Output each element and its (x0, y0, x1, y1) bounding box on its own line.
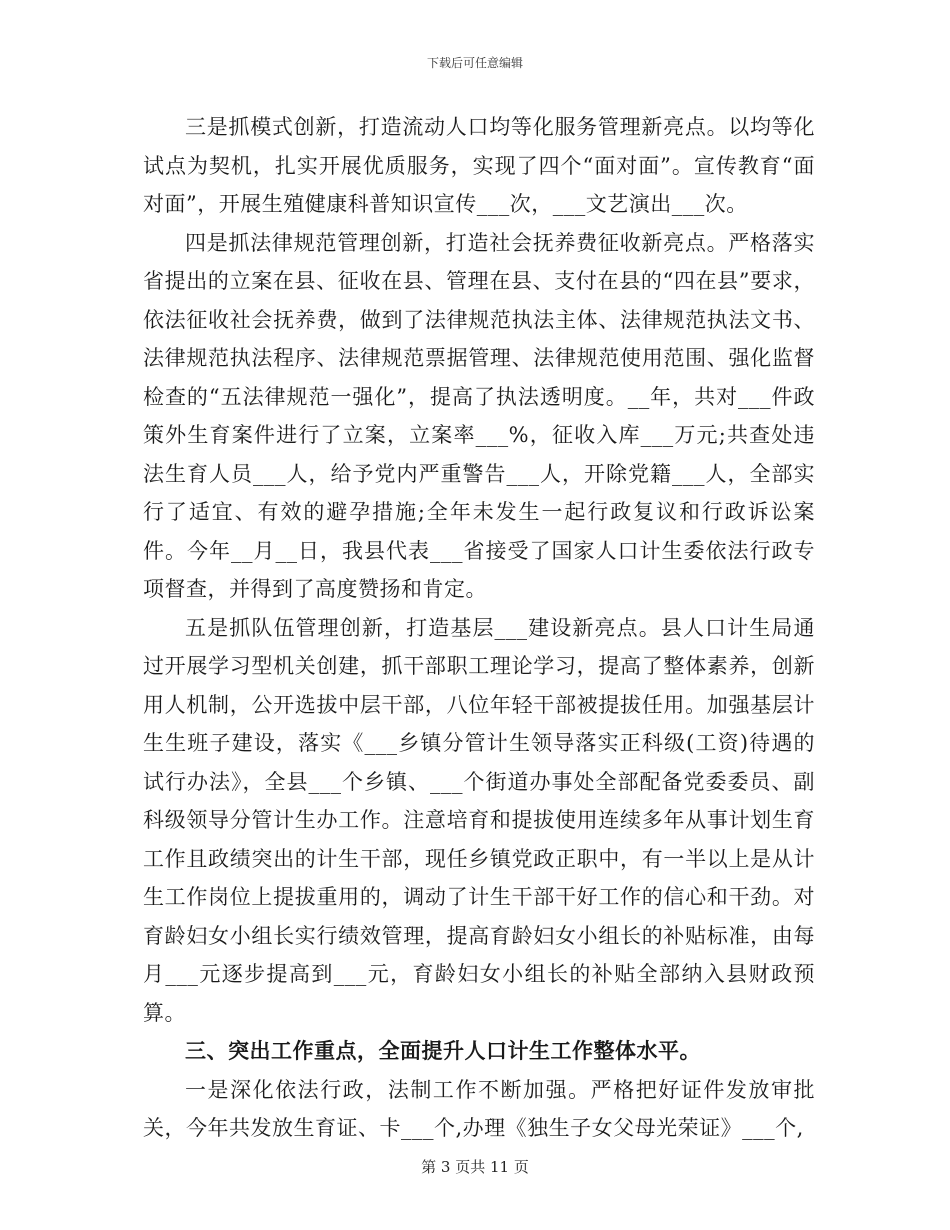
page-footer: 第 3 页共 11 页 (421, 1158, 529, 1176)
paragraph-legal-innovation: 四是抓法律规范管理创新，打造社会抚养费征收新亮点。严格落实省提出的立案在县、征收在县、管理在县、支付在县的“四在县”要求，依法征收社会抚养费，做到了法律规范执法主体、法律规范执法文书、法律规范执法程序、法律规范票据管理、法律规范使用范围、强化监督检查的“五法律规范一强化”，提高了执法透明度。__年，共对___件政策外生育案件进行了立案，立案率___%，征收入库___万元;共查处违法生育人员___人，给予党内严重警告___人，开除党籍___人，全部实行了适宜、有效的避孕措施;全年未发生一起行政复议和行政诉讼案件。今年__月__日，我县代表___省接受了国家人口计生委依法行政专项督查，并得到了高度赞扬和肯定。 (143, 230, 815, 601)
section-heading: 三、突出工作重点，全面提升人口计生工作整体水平。 (185, 1038, 701, 1063)
paragraph-mode-innovation: 三是抓模式创新，打造流动人口均等化服务管理新亮点。以均等化试点为契机，扎实开展优质服务，实现了四个“面对面”。宣传教育“面对面”，开展生殖健康科普知识宣传___次，___文艺演出___次。 (143, 115, 815, 216)
paragraph-rule-of-law: 一是深化依法行政，法制工作不断加强。严格把好证件发放审批关，今年共发放生育证、卡___个,办理《独生子女父母光荣证》___个, (143, 1077, 815, 1140)
document-body (143, 108, 815, 1148)
paragraph-team-innovation: 五是抓队伍管理创新，打造基层___建设新亮点。县人口计生局通过开展学习型机关创建，抓干部职工理论学习，提高了整体素养，创新用人机制，公开选拔中层干部，八位年轻干部被提拔任用。加强基层计生生班子建设，落实《___乡镇分管计生领导落实正科级(工资)待遇的试行办法》，全县___个乡镇、___个街道办事处全部配备党委委员、副科级领导分管计生办工作。注意培育和提拔使用连续多年从事计划生育工作且政绩突出的计生干部，现任乡镇党政正职中，有一半以上是从计生工作岗位上提拔重用的，调动了计生干部干好工作的信心和干劲。对育龄妇女小组长实行绩效管理，提高育龄妇女小组长的补贴标准，由每月___元逐步提高到___元，育龄妇女小组长的补贴全部纳入县财政预算。 (143, 615, 815, 1025)
page-header: 下载后可任意编辑 (426, 56, 523, 70)
